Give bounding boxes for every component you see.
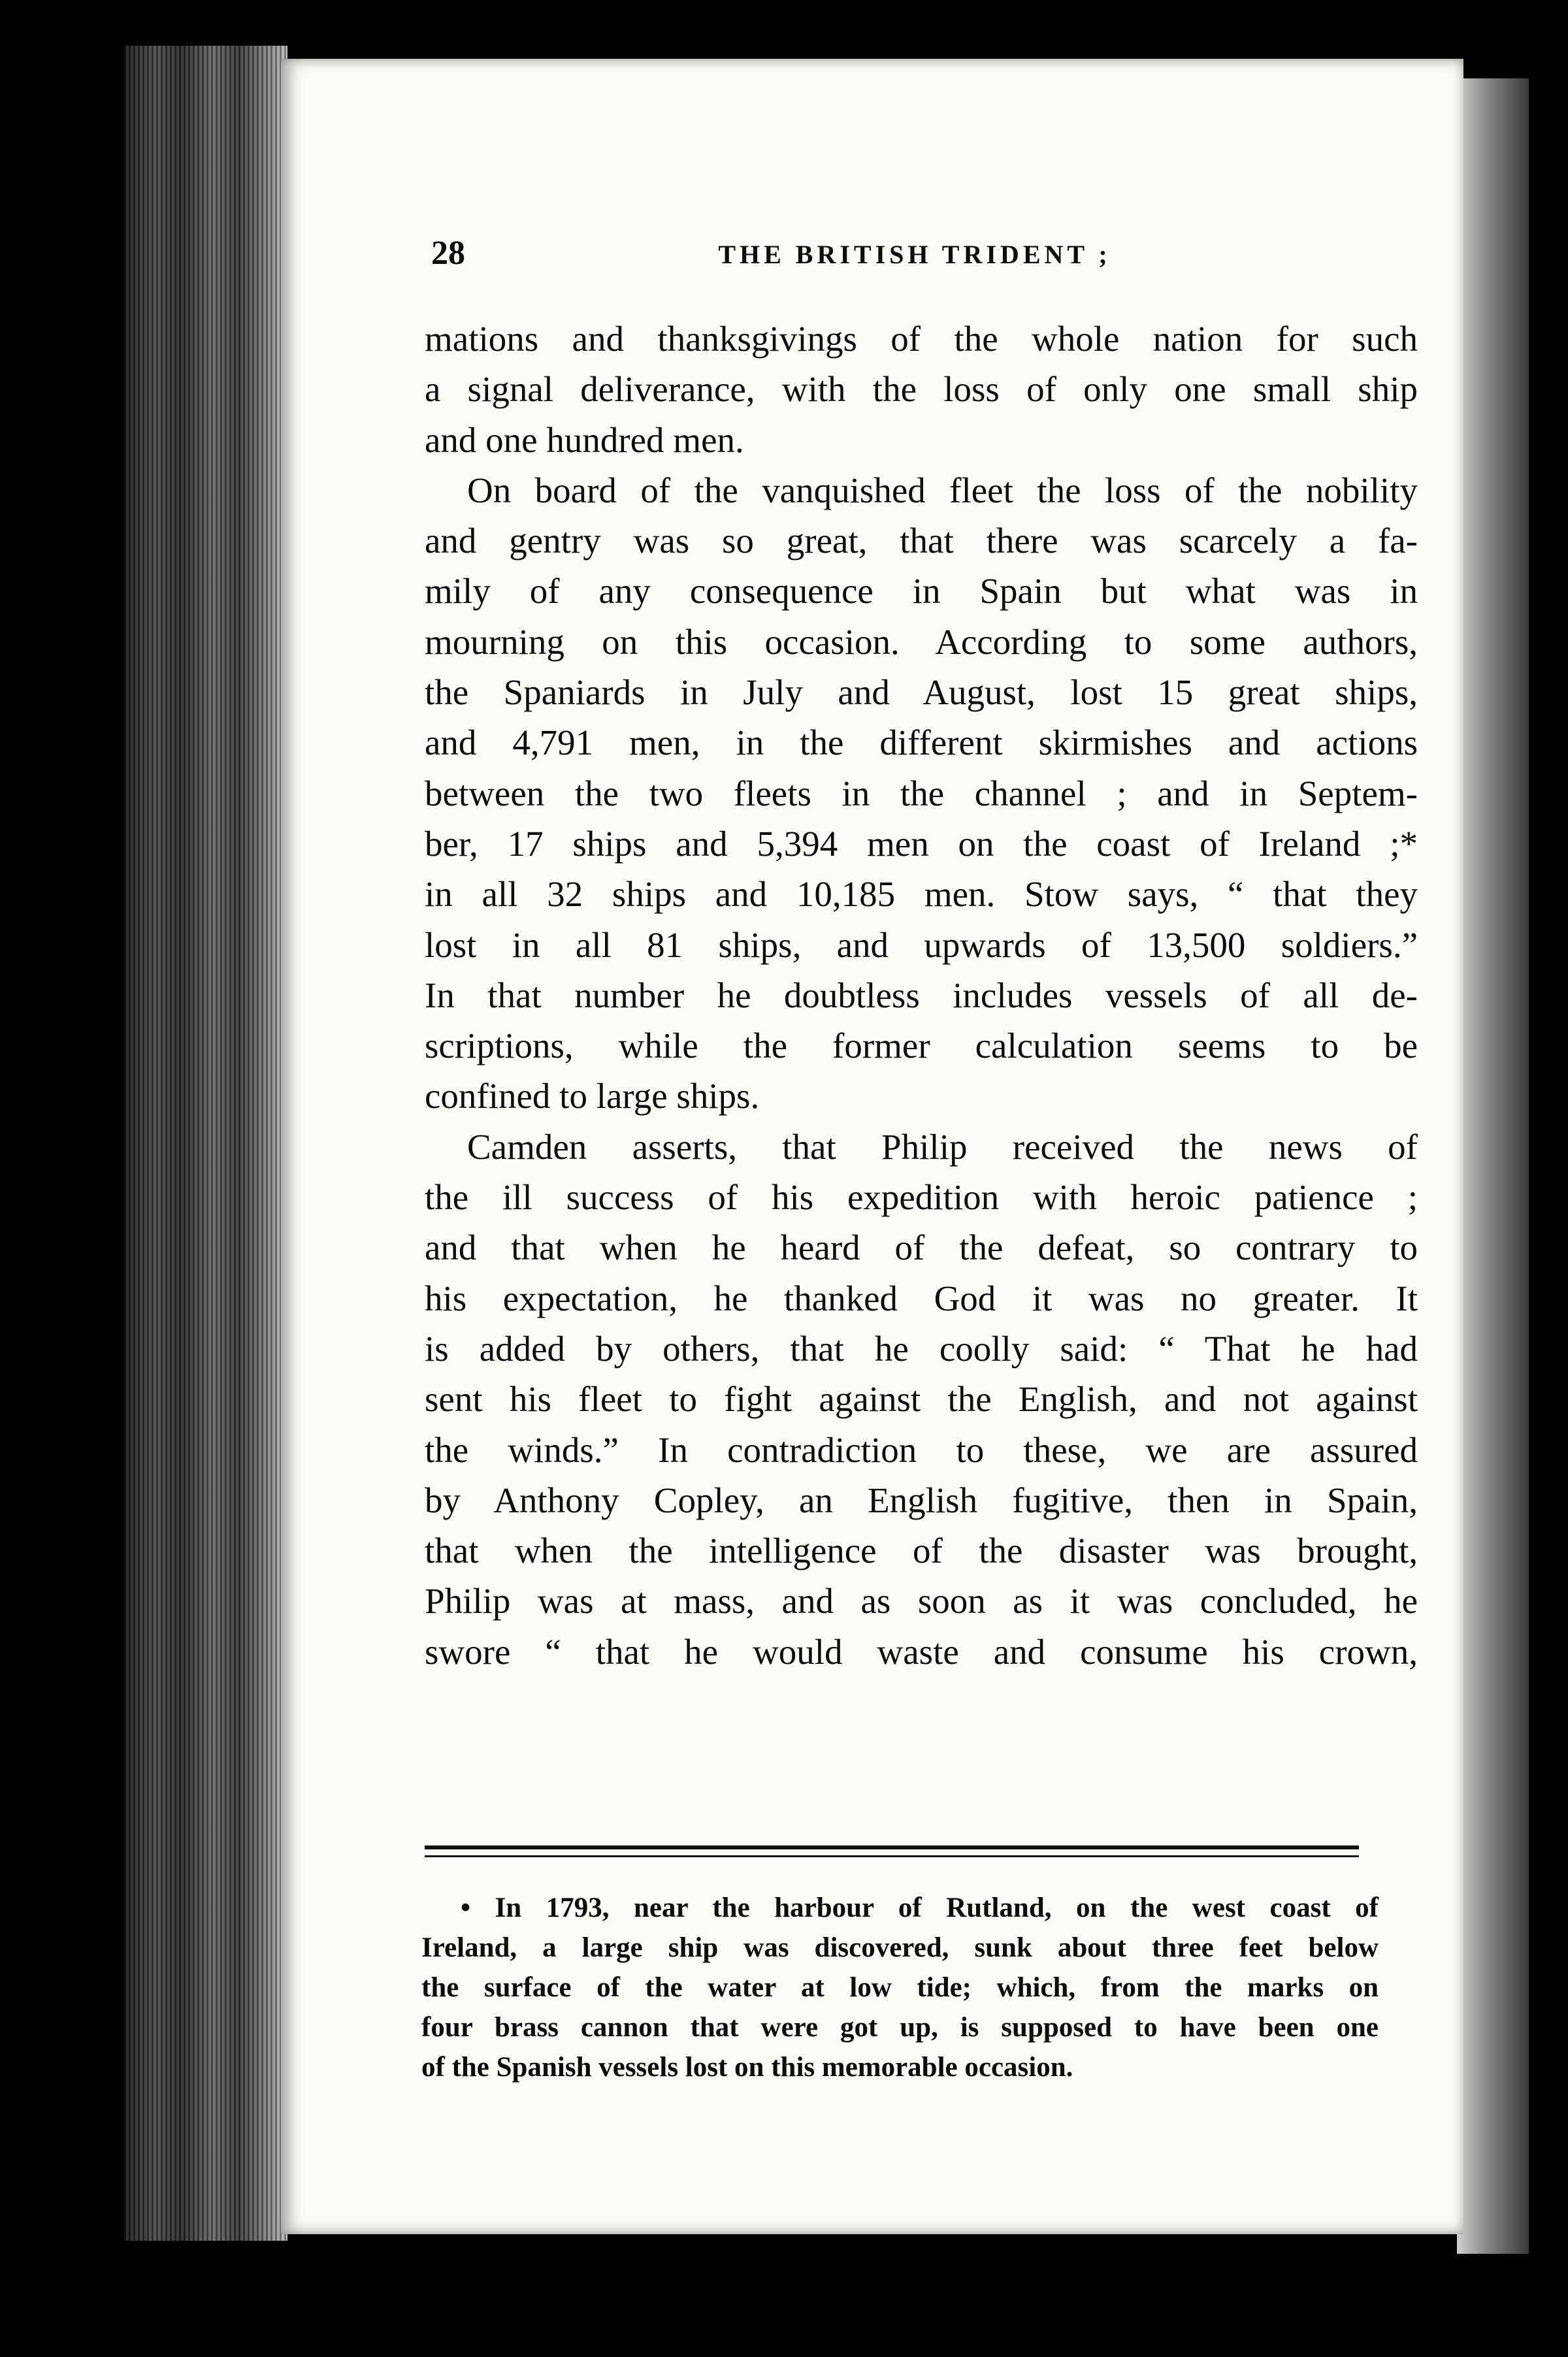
- text-line: and one hundred men.: [425, 419, 744, 460]
- text-line: in all 32 ships and 10,185 men. Stow says, “ that they: [425, 874, 1418, 915]
- text-line: In that number he doubtless includes vessels of all de-: [425, 975, 1418, 1015]
- footnote-line: Ireland, a large ship was discovered, sunk about three feet below: [421, 1932, 1379, 1963]
- text-line: sent his fleet to fight against the English, and not against: [425, 1379, 1418, 1420]
- text-line: the winds.” In contradiction to these, we are assured: [425, 1429, 1418, 1470]
- text-line: lost in all 81 ships, and upwards of 13,500 soldiers.”: [425, 924, 1418, 965]
- body-text: [425, 314, 1418, 1677]
- footnote-line: the surface of the water at low tide; which, from the marks on: [421, 1972, 1379, 2003]
- text-line: mations and thanksgivings of the whole nation for such: [425, 319, 1418, 359]
- text-line: that when the intelligence of the disaster was brought,: [425, 1531, 1418, 1571]
- text-line: swore “ that he would waste and consume his crown,: [425, 1631, 1418, 1672]
- text-line: Philip was at mass, and as soon as it was concluded, he: [425, 1581, 1418, 1621]
- next-leaf-edge: [1457, 78, 1529, 2254]
- text-line: Camden asserts, that Philip received the news of: [467, 1126, 1418, 1167]
- text-line: the Spaniards in July and August, lost 15 great ships,: [425, 672, 1418, 713]
- footnote-line: • In 1793, near the harbour of Rutland, on the west coast of: [461, 1893, 1379, 1923]
- book-binding-edge: [124, 46, 287, 2241]
- text-line: between the two fleets in the channel ; and in Septem-: [425, 773, 1418, 813]
- text-line: and gentry was so great, that there was scarcely a fa-: [425, 521, 1418, 561]
- footnote-line: of the Spanish vessels lost on this memorable occasion.: [421, 2052, 1073, 2083]
- text-line: is added by others, that he coolly said: “ That he had: [425, 1328, 1418, 1369]
- running-title: THE BRITISH TRIDENT ;: [718, 240, 1111, 269]
- text-line: mourning on this occasion. According to some authors,: [425, 621, 1418, 662]
- text-line: On board of the vanquished fleet the loss of the nobility: [467, 470, 1418, 510]
- text-line: scriptions, while the former calculation seems to be: [425, 1026, 1418, 1066]
- text-line: and that when he heard of the defeat, so contrary to: [425, 1227, 1418, 1268]
- text-line: by Anthony Copley, an English fugitive, then in Spain,: [425, 1480, 1418, 1520]
- text-line: a signal deliverance, with the loss of only one small ship: [425, 369, 1418, 410]
- footnote-rule-thick: [425, 1845, 1359, 1849]
- page-header: [431, 234, 1398, 286]
- footnote-rule-thin: [425, 1855, 1359, 1857]
- text-line: mily of any consequence in Spain but what was in: [425, 571, 1418, 611]
- text-line: the ill success of his expedition with heroic patience ;: [425, 1177, 1418, 1218]
- footnote: [421, 1888, 1379, 2087]
- page-number: 28: [431, 235, 465, 272]
- text-line: confined to large ships.: [425, 1076, 760, 1116]
- text-line: his expectation, he thanked God it was no greater. It: [425, 1278, 1418, 1318]
- text-line: ber, 17 ships and 5,394 men on the coast of Ireland ;*: [425, 823, 1418, 864]
- footnote-line: four brass cannon that were got up, is supposed to have been one: [421, 2012, 1379, 2043]
- text-line: and 4,791 men, in the different skirmishes and actions: [425, 723, 1418, 763]
- book-page: [281, 59, 1463, 2234]
